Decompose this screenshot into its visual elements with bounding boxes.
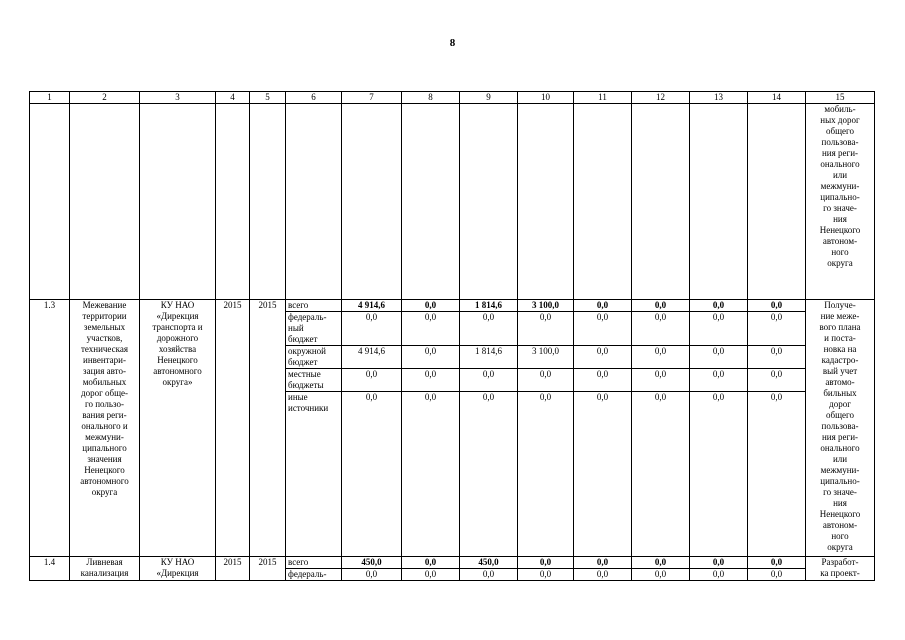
amount-cell: 4 914,6 — [342, 300, 402, 312]
funding-source: окружной бюджет — [286, 346, 342, 369]
amount-cell: 0,0 — [342, 569, 402, 581]
amount-cell: 0,0 — [402, 312, 460, 346]
amount-cell: 0,0 — [402, 557, 460, 569]
column-header: 14 — [748, 92, 806, 104]
amount-cell: 0,0 — [518, 557, 574, 569]
funding-source: иные источники — [286, 392, 342, 557]
amount-cell: 0,0 — [518, 312, 574, 346]
column-header: 2 — [70, 92, 140, 104]
column-header: 6 — [286, 92, 342, 104]
column-header: 12 — [632, 92, 690, 104]
page-number: 8 — [449, 37, 456, 49]
amount-cell: 0,0 — [690, 557, 748, 569]
amount-cell: 0,0 — [690, 300, 748, 312]
column-header: 9 — [460, 92, 518, 104]
column-header: 3 — [140, 92, 216, 104]
amount-cell: 450,0 — [460, 557, 518, 569]
row-1-3-source-row — [30, 300, 875, 312]
amount-cell: 0,0 — [460, 392, 518, 557]
funding-source: всего — [286, 300, 342, 312]
funding-source: местные бюджеты — [286, 369, 342, 392]
amount-cell: 0,0 — [574, 312, 632, 346]
amount-cell: 0,0 — [342, 369, 402, 392]
executor: КУ НАО «Дирекция — [140, 557, 216, 581]
empty-cell — [518, 104, 574, 300]
measure-name: Межевание территории земельных участков, техническая инвентари- зация авто- мобильных дорог обще- го пользо- вания реги- онального и межмуни- ципального значения Ненецкого автономного округа — [70, 300, 140, 557]
empty-cell — [30, 104, 70, 300]
executor: КУ НАО «Дирекция транспорта и дорожного хозяйства Ненецкого автономного округа» — [140, 300, 216, 557]
amount-cell: 0,0 — [632, 312, 690, 346]
amount-cell: 450,0 — [342, 557, 402, 569]
end-year: 2015 — [250, 557, 286, 581]
empty-cell — [140, 104, 216, 300]
expected-result: мобиль- ных дорог общего пользова- ния реги- онального или межмуни- ципально- го значе- ния Ненецкого автоном- ного округа — [806, 104, 875, 300]
empty-cell — [632, 104, 690, 300]
amount-cell: 0,0 — [632, 369, 690, 392]
amount-cell: 0,0 — [632, 557, 690, 569]
amount-cell: 0,0 — [402, 569, 460, 581]
column-header: 7 — [342, 92, 402, 104]
empty-cell — [286, 104, 342, 300]
amount-cell: 0,0 — [574, 300, 632, 312]
amount-cell: 0,0 — [690, 392, 748, 557]
item-number: 1.3 — [30, 300, 70, 557]
amount-cell: 0,0 — [748, 300, 806, 312]
column-header: 15 — [806, 92, 875, 104]
amount-cell: 0,0 — [342, 392, 402, 557]
empty-cell — [342, 104, 402, 300]
end-year: 2015 — [250, 300, 286, 557]
carryover-row — [30, 104, 875, 300]
amount-cell: 0,0 — [632, 569, 690, 581]
amount-cell: 0,0 — [690, 312, 748, 346]
empty-cell — [690, 104, 748, 300]
amount-cell: 0,0 — [574, 369, 632, 392]
funding-source: всего — [286, 557, 342, 569]
start-year: 2015 — [216, 557, 250, 581]
column-header: 11 — [574, 92, 632, 104]
amount-cell: 0,0 — [402, 300, 460, 312]
amount-cell: 0,0 — [632, 300, 690, 312]
column-header: 4 — [216, 92, 250, 104]
empty-cell — [574, 104, 632, 300]
amount-cell: 0,0 — [690, 346, 748, 369]
amount-cell: 3 100,0 — [518, 346, 574, 369]
item-number: 1.4 — [30, 557, 70, 581]
amount-cell: 0,0 — [632, 392, 690, 557]
column-header: 5 — [250, 92, 286, 104]
expected-result: Получе- ние меже- вого плана и поста- новка на кадастро- вый учет автомо- бильных дорог общего пользова- ния реги- онального или межмуни- ципально- го значе- ния Ненецкого автоном- ного округа — [806, 300, 875, 557]
empty-cell — [250, 104, 286, 300]
amount-cell: 4 914,6 — [342, 346, 402, 369]
amount-cell: 0,0 — [748, 392, 806, 557]
amount-cell: 1 814,6 — [460, 346, 518, 369]
empty-cell — [70, 104, 140, 300]
amount-cell: 0,0 — [748, 557, 806, 569]
empty-cell — [748, 104, 806, 300]
measure-name: Ливневая канализация — [70, 557, 140, 581]
amount-cell: 0,0 — [460, 569, 518, 581]
row-1-4-source-row — [30, 557, 875, 569]
amount-cell: 0,0 — [402, 369, 460, 392]
amount-cell: 0,0 — [574, 569, 632, 581]
amount-cell: 0,0 — [518, 569, 574, 581]
amount-cell: 0,0 — [632, 346, 690, 369]
empty-cell — [402, 104, 460, 300]
amount-cell: 0,0 — [748, 312, 806, 346]
amount-cell: 0,0 — [748, 369, 806, 392]
column-header: 10 — [518, 92, 574, 104]
amount-cell: 0,0 — [342, 312, 402, 346]
column-header: 1 — [30, 92, 70, 104]
amount-cell: 1 814,6 — [460, 300, 518, 312]
amount-cell: 3 100,0 — [518, 300, 574, 312]
amount-cell: 0,0 — [518, 369, 574, 392]
amount-cell: 0,0 — [748, 346, 806, 369]
start-year: 2015 — [216, 300, 250, 557]
expected-result: Разработ- ка проект- — [806, 557, 875, 581]
amount-cell: 0,0 — [690, 569, 748, 581]
amount-cell: 0,0 — [690, 369, 748, 392]
amount-cell: 0,0 — [460, 369, 518, 392]
amount-cell: 0,0 — [518, 392, 574, 557]
empty-cell — [460, 104, 518, 300]
amount-cell: 0,0 — [574, 557, 632, 569]
header-row — [30, 92, 875, 104]
funding-source: федераль- ный бюджет — [286, 312, 342, 346]
amount-cell: 0,0 — [402, 346, 460, 369]
empty-cell — [216, 104, 250, 300]
amount-cell: 0,0 — [574, 346, 632, 369]
amount-cell: 0,0 — [460, 312, 518, 346]
funding-source: федераль- — [286, 569, 342, 581]
amount-cell: 0,0 — [574, 392, 632, 557]
amount-cell: 0,0 — [402, 392, 460, 557]
column-header: 8 — [402, 92, 460, 104]
amount-cell: 0,0 — [748, 569, 806, 581]
program-table — [29, 91, 875, 581]
column-header: 13 — [690, 92, 748, 104]
